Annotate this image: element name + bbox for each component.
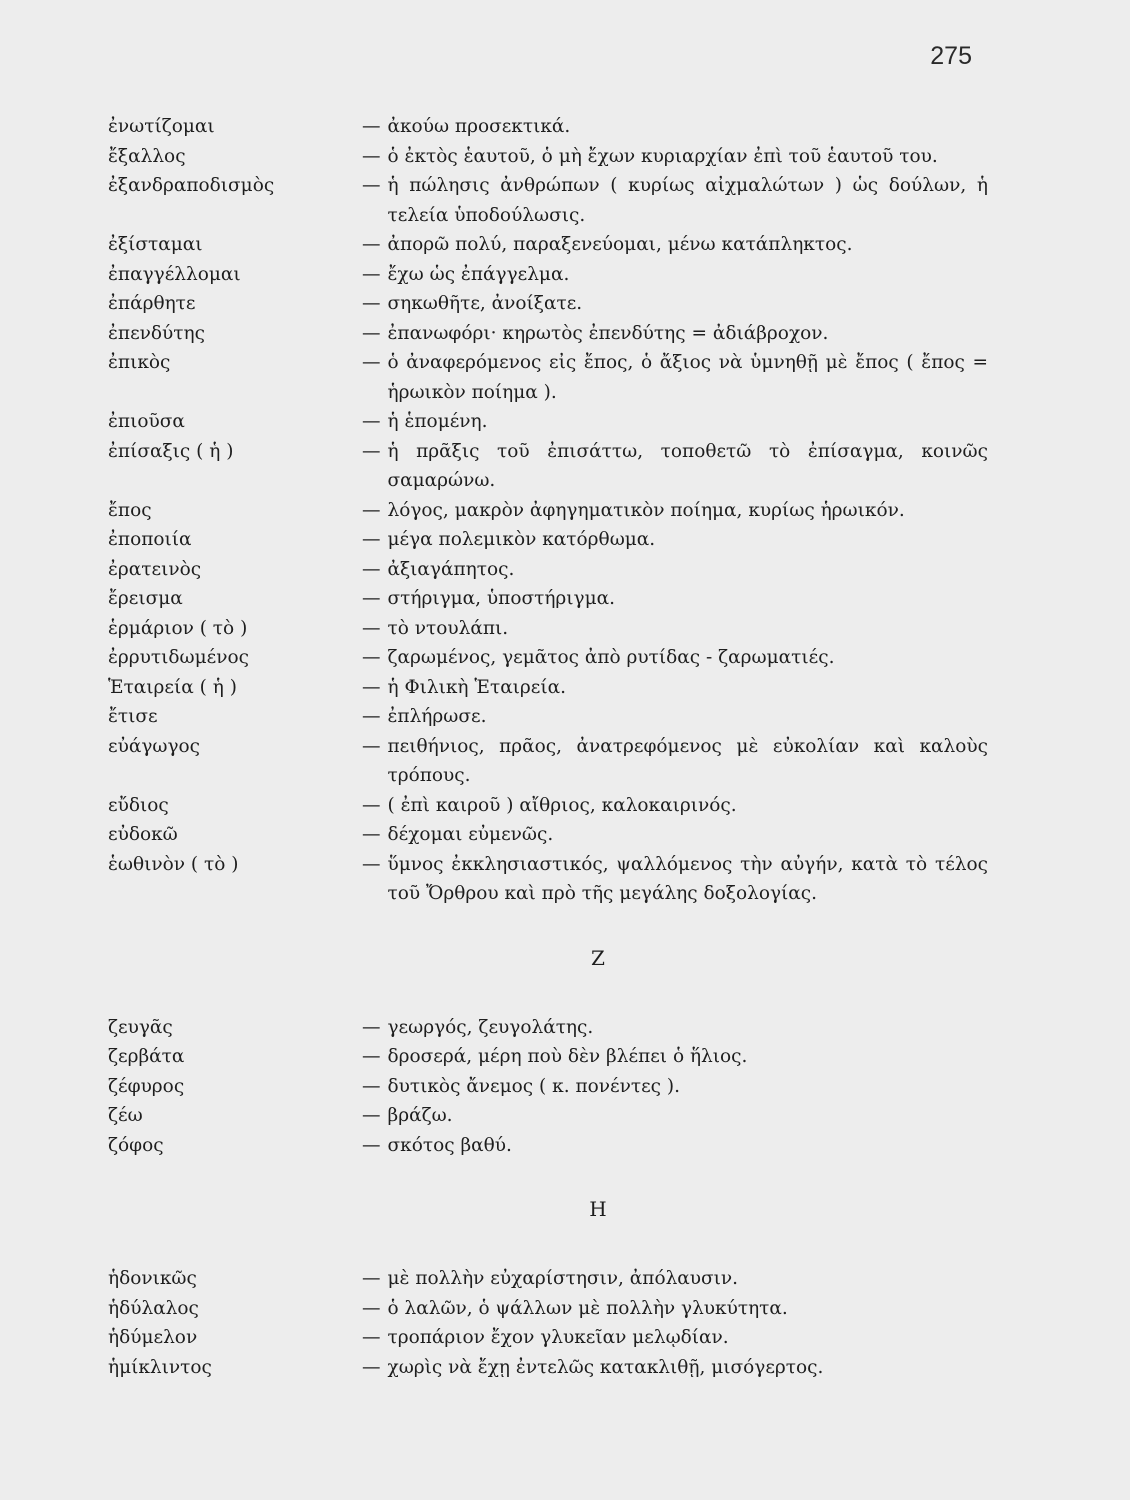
entry-definition	[362, 732, 988, 791]
entry-definition	[362, 319, 988, 349]
entry-definition	[362, 496, 988, 526]
glossary-entry	[108, 702, 988, 732]
glossary-entry	[108, 1072, 988, 1102]
entry-definition	[362, 1013, 988, 1043]
definition-dash: —	[362, 1297, 381, 1319]
glossary-entry	[108, 171, 988, 230]
entry-definition	[362, 171, 988, 230]
entry-definition	[362, 348, 988, 407]
definition-dash: —	[362, 1327, 381, 1348]
entry-term: ἐπαγγέλλομαι	[108, 263, 241, 285]
glossary-entry	[108, 142, 988, 172]
definition-dash: —	[362, 411, 381, 432]
glossary	[108, 112, 988, 1382]
definition-dash: —	[362, 499, 381, 521]
entry-definition	[362, 673, 988, 703]
definition-text: βράζω.	[387, 1105, 453, 1126]
entry-definition	[362, 614, 988, 644]
definition-text: δέχομαι εὐμενῶς.	[387, 824, 554, 845]
definition-text: ὁ ἀναφερόμενος εἰς ἔπος, ὁ ἄξιος νὰ ὑμνηθῇ μὲ ἔπος ( ἔπος = ἡρωικὸν ποίημα ).	[387, 352, 988, 403]
definition-dash: —	[362, 175, 381, 196]
entry-definition	[362, 525, 988, 555]
definition-text: ( ἐπὶ καιροῦ ) αἴθριος, καλοκαιρινός.	[387, 794, 737, 816]
glossary-entry	[108, 1294, 988, 1324]
glossary-entry	[108, 555, 988, 585]
glossary-entry	[108, 1131, 988, 1161]
definition-dash: —	[362, 706, 381, 727]
entry-term: ἐρρυτιδωμένος	[108, 647, 249, 668]
entry-term: ἔξαλλος	[108, 145, 186, 167]
entry-term: ἔρεισμα	[108, 588, 183, 609]
glossary-entry	[108, 1013, 988, 1043]
definition-text: ἡ πρᾶξις τοῦ ἐπισάττω, τοποθετῶ τὸ ἐπίσαγμα, κοινῶς σαμαρώνω.	[387, 440, 988, 491]
definition-dash: —	[362, 824, 381, 845]
entry-term: ζευγᾶς	[108, 1016, 173, 1038]
entry-term: ἡδύμελον	[108, 1327, 198, 1348]
definition-text: πειθήνιος, πρᾶος, ἀνατρεφόμενος μὲ εὐκολίαν καὶ καλοὺς τρόπους.	[387, 735, 988, 786]
glossary-entry	[108, 525, 988, 555]
definition-dash: —	[362, 1268, 381, 1289]
definition-dash: —	[362, 676, 381, 698]
glossary-entry	[108, 1353, 988, 1383]
definition-text: ἀξιαγάπητος.	[387, 558, 515, 580]
definition-dash: —	[362, 1016, 381, 1038]
glossary-entry	[108, 1042, 988, 1072]
entry-definition	[362, 643, 988, 673]
entry-definition	[362, 437, 988, 496]
entry-term: ἡδύλαλος	[108, 1297, 199, 1319]
definition-text: σκότος βαθύ.	[387, 1134, 512, 1156]
entry-definition	[362, 289, 988, 319]
definition-text: τὸ ντουλάπι.	[387, 617, 509, 639]
definition-text: μὲ πολλὴν εὐχαρίστησιν, ἀπόλαυσιν.	[387, 1268, 739, 1289]
entry-term: ἐξίσταμαι	[108, 234, 203, 255]
glossary-entry	[108, 584, 988, 614]
entry-term: ἡμίκλιντος	[108, 1356, 212, 1378]
section-heading: Ζ	[591, 945, 605, 970]
definition-text: λόγος, μακρὸν ἀφηγηματικὸν ποίημα, κυρίως ἡρωικόν.	[387, 499, 905, 521]
entry-definition	[362, 1323, 988, 1353]
glossary-entry	[108, 614, 988, 644]
glossary-entry	[108, 437, 988, 496]
definition-dash: —	[362, 1105, 381, 1126]
definition-dash: —	[362, 234, 381, 255]
definition-text: ἐπανωφόρι· κηρωτὸς ἐπενδύτης = ἀδιάβροχον.	[387, 322, 829, 344]
definition-dash: —	[362, 1356, 381, 1378]
entry-term: ζέφυρος	[108, 1075, 185, 1097]
entry-term: ἔτισε	[108, 706, 158, 727]
definition-text: στήριγμα, ὑποστήριγμα.	[387, 588, 615, 609]
entry-definition	[362, 1101, 988, 1131]
definition-dash: —	[362, 145, 381, 167]
definition-dash: —	[362, 440, 381, 462]
glossary-entry	[108, 732, 988, 791]
glossary-entry	[108, 791, 988, 821]
definition-text: ἔχω ὡς ἐπάγγελμα.	[387, 263, 570, 285]
definition-text: γεωργός, ζευγολάτης.	[387, 1016, 594, 1038]
entry-term: ζόφος	[108, 1134, 164, 1156]
definition-dash: —	[362, 1134, 381, 1156]
definition-dash: —	[362, 588, 381, 609]
glossary-entry	[108, 496, 988, 526]
entry-term: ἐπικὸς	[108, 352, 171, 373]
entry-term: ἐνωτίζομαι	[108, 116, 215, 137]
definition-dash: —	[362, 529, 381, 550]
entry-term: ἡδονικῶς	[108, 1268, 197, 1289]
entry-definition	[362, 1131, 988, 1161]
entry-term: Ἑταιρεία ( ἡ )	[108, 676, 237, 698]
entry-term: εὐάγωγος	[108, 735, 201, 757]
definition-text: δυτικὸς ἄνεμος ( κ. πονέντες ).	[387, 1075, 680, 1097]
entry-term: ζέω	[108, 1105, 143, 1126]
entry-definition	[362, 142, 988, 172]
glossary-entry	[108, 1323, 988, 1353]
entry-definition	[362, 584, 988, 614]
definition-text: ἐπλήρωσε.	[387, 706, 487, 727]
entry-definition	[362, 260, 988, 290]
entry-definition	[362, 1294, 988, 1324]
glossary-entry	[108, 230, 988, 260]
glossary-entry	[108, 260, 988, 290]
definition-text: ἡ Φιλικὴ Ἑταιρεία.	[387, 676, 567, 698]
entry-term: ἐποποιία	[108, 529, 192, 550]
definition-dash: —	[362, 853, 381, 875]
definition-text: ἀκούω προσεκτικά.	[387, 116, 571, 137]
entry-definition	[362, 1042, 988, 1072]
definition-dash: —	[362, 558, 381, 580]
definition-dash: —	[362, 735, 381, 757]
entry-definition	[362, 791, 988, 821]
definition-text: τροπάριον ἔχον γλυκεῖαν μελῳδίαν.	[387, 1327, 729, 1348]
entry-definition	[362, 820, 988, 850]
glossary-entry	[108, 1101, 988, 1131]
entry-term: ἐπενδύτης	[108, 322, 205, 344]
entry-term: ἐξανδραποδισμὸς	[108, 175, 275, 196]
entry-definition	[362, 1072, 988, 1102]
page-number: 275	[930, 42, 972, 70]
definition-dash: —	[362, 116, 381, 137]
entry-term: ἐπιοῦσα	[108, 411, 185, 432]
entry-term: εὔδιος	[108, 794, 169, 816]
entry-term: ἐρατεινὸς	[108, 558, 202, 580]
entry-term: ἑωθινὸν ( τὸ )	[108, 853, 239, 875]
definition-dash: —	[362, 617, 381, 639]
definition-dash: —	[362, 322, 381, 344]
entry-term: εὐδοκῶ	[108, 824, 178, 845]
definition-text: χωρὶς νὰ ἔχῃ ἐντελῶς κατακλιθῇ, μισόγερτος.	[387, 1356, 824, 1378]
entry-term: ἐπάρθητε	[108, 293, 196, 314]
glossary-entry	[108, 319, 988, 349]
entry-term: ἑρμάριον ( τὸ )	[108, 617, 248, 639]
entry-definition	[362, 555, 988, 585]
definition-dash: —	[362, 352, 381, 373]
definition-dash: —	[362, 1046, 381, 1067]
definition-text: ὁ ἐκτὸς ἑαυτοῦ, ὁ μὴ ἔχων κυριαρχίαν ἐπὶ τοῦ ἑαυτοῦ του.	[387, 145, 938, 167]
definition-dash: —	[362, 293, 381, 314]
entry-definition	[362, 112, 988, 142]
glossary-entry	[108, 643, 988, 673]
definition-text: μέγα πολεμικὸν κατόρθωμα.	[387, 529, 656, 550]
entry-definition	[362, 230, 988, 260]
entry-definition	[362, 850, 988, 909]
definition-text: ἡ πώλησις ἀνθρώπων ( κυρίως αἰχμαλώτων ) ὡς δούλων, ἡ τελεία ὑποδούλωσις.	[387, 175, 988, 226]
entry-definition	[362, 702, 988, 732]
glossary-entry	[108, 850, 988, 909]
section-heading: Η	[589, 1197, 607, 1221]
definition-dash: —	[362, 1075, 381, 1097]
entry-definition	[362, 1264, 988, 1294]
definition-text: ὕμνος ἐκκλησιαστικός, ψαλλόμενος τὴν αὐγήν, κατὰ τὸ τέλος τοῦ Ὄρθρου καὶ πρὸ τῆς μεγάλης δοξολογίας.	[387, 853, 988, 904]
glossary-entry	[108, 673, 988, 703]
glossary-entry	[108, 407, 988, 437]
entry-definition	[362, 407, 988, 437]
entry-term: ἐπίσαξις ( ἡ )	[108, 440, 234, 462]
glossary-entry	[108, 1264, 988, 1294]
definition-text: δροσερά, μέρη ποὺ δὲν βλέπει ὁ ἥλιος.	[387, 1046, 748, 1067]
entry-term: ζερβάτα	[108, 1046, 185, 1067]
entry-term: ἔπος	[108, 499, 152, 521]
definition-dash: —	[362, 794, 381, 816]
glossary-entry	[108, 289, 988, 319]
definition-text: ἡ ἑπομένη.	[387, 411, 488, 432]
glossary-entry	[108, 820, 988, 850]
definition-text: σηκωθῆτε, ἀνοίξατε.	[387, 293, 583, 314]
glossary-entry	[108, 348, 988, 407]
definition-text: ἀπορῶ πολύ, παραξενεύομαι, μένω κατάπληκτος.	[387, 234, 853, 255]
definition-text: ζαρωμένος, γεμᾶτος ἀπὸ ρυτίδας - ζαρωματιές.	[387, 647, 835, 668]
definition-dash: —	[362, 647, 381, 668]
glossary-entry	[108, 112, 988, 142]
definition-dash: —	[362, 263, 381, 285]
definition-text: ὁ λαλῶν, ὁ ψάλλων μὲ πολλὴν γλυκύτητα.	[387, 1297, 788, 1319]
entry-definition	[362, 1353, 988, 1383]
